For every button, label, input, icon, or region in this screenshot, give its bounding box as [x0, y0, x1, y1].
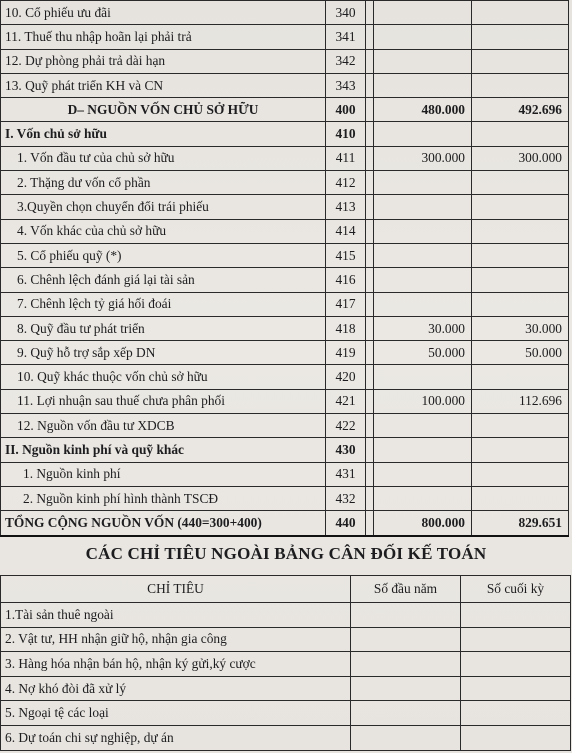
row-end-value	[472, 219, 569, 243]
header-end-of-period: Số cuối kỳ	[461, 576, 571, 603]
row-start-value	[374, 462, 472, 486]
row-code: 420	[326, 365, 366, 389]
row-end-value	[472, 268, 569, 292]
row-label: 5. Cổ phiếu quỹ (*)	[1, 243, 326, 267]
table-row	[1, 676, 571, 701]
row-code: 416	[326, 268, 366, 292]
spacer-cell	[366, 171, 374, 195]
row-end-value	[472, 1, 569, 25]
row-end-value	[472, 73, 569, 97]
row-code: 418	[326, 316, 366, 340]
spacer-cell	[366, 292, 374, 316]
row-code: 342	[326, 49, 366, 73]
row-label: 3.Quyền chọn chuyển đổi trái phiếu	[1, 195, 326, 219]
row-label: 3. Hàng hóa nhận bán hộ, nhận ký gửi,ký cược	[1, 652, 351, 677]
row-end-value	[472, 414, 569, 438]
row-end-value	[472, 486, 569, 510]
row-end-value: 492.696	[472, 98, 569, 122]
row-end-value	[472, 462, 569, 486]
row-label: 2. Thặng dư vốn cổ phần	[1, 171, 326, 195]
spacer-cell	[366, 195, 374, 219]
row-code: 430	[326, 438, 366, 462]
row-code: 431	[326, 462, 366, 486]
spacer-cell	[366, 438, 374, 462]
row-start-value: 300.000	[374, 146, 472, 170]
table-row	[1, 98, 569, 122]
row-label: 8. Quỹ đầu tư phát triển	[1, 316, 326, 340]
spacer-cell	[366, 511, 374, 536]
table-row	[1, 195, 569, 219]
row-start-value	[374, 25, 472, 49]
row-label: 1.Tài sản thuê ngoài	[1, 603, 351, 628]
row-label: D– NGUỒN VỐN CHỦ SỞ HỮU	[1, 98, 326, 122]
table-row	[1, 146, 569, 170]
table-row	[1, 49, 569, 73]
spacer-cell	[366, 49, 374, 73]
row-end	[461, 652, 571, 677]
table-row	[1, 219, 569, 243]
spacer-cell	[366, 1, 374, 25]
table-row	[1, 25, 569, 49]
off-balance-title: CÁC CHỈ TIÊU NGOÀI BẢNG CÂN ĐỐI KẾ TOÁN	[85, 544, 487, 563]
row-start-value	[374, 195, 472, 219]
table-row	[1, 268, 569, 292]
row-code: 341	[326, 25, 366, 49]
spacer-cell	[366, 122, 374, 146]
table-row	[1, 438, 569, 462]
row-code: 410	[326, 122, 366, 146]
table-row	[1, 627, 571, 652]
row-start-value	[374, 414, 472, 438]
row-start-value: 480.000	[374, 98, 472, 122]
row-end	[461, 627, 571, 652]
row-code: 413	[326, 195, 366, 219]
row-start-value	[374, 1, 472, 25]
table-row	[1, 652, 571, 677]
table-row	[1, 462, 569, 486]
off-balance-table	[0, 575, 571, 751]
row-start	[351, 627, 461, 652]
row-start	[351, 701, 461, 726]
header-start-of-year: Số đầu năm	[351, 576, 461, 603]
row-end-value	[472, 438, 569, 462]
spacer-cell	[366, 389, 374, 413]
row-start-value	[374, 292, 472, 316]
row-code: 422	[326, 414, 366, 438]
table-row	[1, 701, 571, 726]
row-end-value: 829.651	[472, 511, 569, 536]
row-start-value	[374, 171, 472, 195]
row-end	[461, 701, 571, 726]
spacer-cell	[366, 462, 374, 486]
spacer-cell	[366, 341, 374, 365]
row-label: 2. Vật tư, HH nhận giữ hộ, nhận gia công	[1, 627, 351, 652]
table-row	[1, 316, 569, 340]
spacer-cell	[366, 268, 374, 292]
row-label: 4. Nợ khó đòi đã xử lý	[1, 676, 351, 701]
row-end-value	[472, 25, 569, 49]
row-label: 10. Cổ phiếu ưu đãi	[1, 1, 326, 25]
row-label: 11. Thuế thu nhập hoãn lại phải trả	[1, 25, 326, 49]
row-start-value	[374, 438, 472, 462]
row-end-value	[472, 365, 569, 389]
row-start-value: 50.000	[374, 341, 472, 365]
row-start	[351, 652, 461, 677]
row-start-value: 800.000	[374, 511, 472, 536]
spacer-cell	[366, 219, 374, 243]
table-row	[1, 365, 569, 389]
row-label: 12. Nguồn vốn đầu tư XDCB	[1, 414, 326, 438]
row-start-value	[374, 122, 472, 146]
row-label: 6. Chênh lệch đánh giá lại tài sản	[1, 268, 326, 292]
row-start-value: 100.000	[374, 389, 472, 413]
row-label: 7. Chênh lệch tỷ giá hối đoái	[1, 292, 326, 316]
table-row	[1, 171, 569, 195]
table-row	[1, 389, 569, 413]
row-label: 6. Dự toán chi sự nghiệp, dự án	[1, 725, 351, 750]
row-start-value	[374, 73, 472, 97]
row-end-value	[472, 243, 569, 267]
off-balance-header-row	[1, 576, 571, 603]
row-end-value: 30.000	[472, 316, 569, 340]
row-label: 4. Vốn khác của chủ sở hữu	[1, 219, 326, 243]
table-row	[1, 122, 569, 146]
row-code: 343	[326, 73, 366, 97]
spacer-cell	[366, 98, 374, 122]
row-end-value	[472, 49, 569, 73]
table-row	[1, 486, 569, 510]
row-start-value	[374, 49, 472, 73]
spacer-cell	[366, 25, 374, 49]
row-code: 415	[326, 243, 366, 267]
row-start	[351, 676, 461, 701]
row-label: 13. Quỹ phát triển KH và CN	[1, 73, 326, 97]
row-code: 340	[326, 1, 366, 25]
spacer-cell	[366, 414, 374, 438]
row-label: 1. Nguồn kinh phí	[1, 462, 326, 486]
row-code: 412	[326, 171, 366, 195]
row-label: 9. Quỹ hỗ trợ sắp xếp DN	[1, 341, 326, 365]
row-code: 417	[326, 292, 366, 316]
row-code: 411	[326, 146, 366, 170]
row-label: 11. Lợi nhuận sau thuế chưa phân phối	[1, 389, 326, 413]
row-code: 432	[326, 486, 366, 510]
row-code: 400	[326, 98, 366, 122]
row-end	[461, 676, 571, 701]
row-end-value	[472, 292, 569, 316]
table-row	[1, 414, 569, 438]
row-label: 12. Dự phòng phải trả dài hạn	[1, 49, 326, 73]
row-end-value	[472, 122, 569, 146]
header-item: CHỈ TIÊU	[1, 576, 351, 603]
row-label: 2. Nguồn kinh phí hình thành TSCĐ	[1, 486, 326, 510]
spacer-cell	[366, 365, 374, 389]
row-end-value	[472, 195, 569, 219]
row-label: 5. Ngoại tệ các loại	[1, 701, 351, 726]
row-start-value	[374, 219, 472, 243]
row-label: TỔNG CỘNG NGUỒN VỐN (440=300+400)	[1, 511, 326, 536]
row-start	[351, 603, 461, 628]
row-start-value	[374, 268, 472, 292]
table-row	[1, 292, 569, 316]
table-row	[1, 73, 569, 97]
spacer-cell	[366, 316, 374, 340]
row-label: I. Vốn chủ sở hữu	[1, 122, 326, 146]
spacer-cell	[366, 243, 374, 267]
row-code: 414	[326, 219, 366, 243]
table-row	[1, 725, 571, 750]
row-end-value	[472, 171, 569, 195]
table-row	[1, 243, 569, 267]
row-code: 419	[326, 341, 366, 365]
table-row	[1, 341, 569, 365]
off-balance-body	[1, 603, 571, 751]
spacer-cell	[366, 73, 374, 97]
row-label: 1. Vốn đầu tư của chủ sở hữu	[1, 146, 326, 170]
row-end	[461, 725, 571, 750]
row-label: 10. Quỹ khác thuộc vốn chủ sở hữu	[1, 365, 326, 389]
row-end-value: 300.000	[472, 146, 569, 170]
row-end-value: 50.000	[472, 341, 569, 365]
row-start-value	[374, 243, 472, 267]
row-start	[351, 725, 461, 750]
row-end-value: 112.696	[472, 389, 569, 413]
balance-sheet-body	[1, 1, 569, 536]
table-row	[1, 511, 569, 536]
row-code: 440	[326, 511, 366, 536]
spacer-cell	[366, 146, 374, 170]
row-label: II. Nguồn kinh phí và quỹ khác	[1, 438, 326, 462]
row-start-value: 30.000	[374, 316, 472, 340]
table-row	[1, 603, 571, 628]
row-start-value	[374, 365, 472, 389]
row-end	[461, 603, 571, 628]
row-code: 421	[326, 389, 366, 413]
table-row	[1, 1, 569, 25]
row-start-value	[374, 486, 472, 510]
spacer-cell	[366, 486, 374, 510]
